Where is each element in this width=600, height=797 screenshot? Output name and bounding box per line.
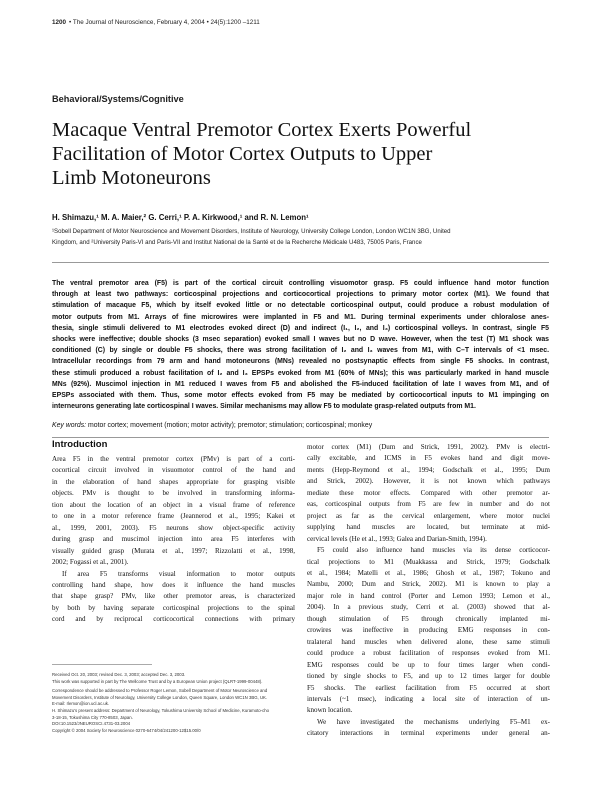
body-line: tralateral hand muscles when delivered alone, these same stimuli [307, 637, 550, 646]
body-line: 2002; Fogassi et al., 2001). [52, 558, 129, 567]
body-line: tion about the location of an object in a visual frame of reference [52, 500, 295, 509]
body-line: could produce a robust facilitation of responses evoked from M1. [307, 649, 550, 658]
running-head [52, 19, 260, 26]
body-line: cocortical circuit involved in visuomotor control of the hand and [52, 466, 295, 475]
affiliation-line: Kingdom, and ²University Paris-VI and Paris-VII and Institut National de la Santé et de la Recherche Médicale U483, 75005 Paris, France [52, 239, 422, 246]
footnote-line: Movement Disorders, Institute of Neurology, University College London, Queen Square, London WC1N 3BG, UK. [52, 694, 268, 700]
body-line: motor cortex (M1) (Dum and Strick, 1991, 2002). PMv is electri- [307, 443, 550, 451]
abstract-line: through at least two pathways: corticospinal projections and corticocortical projections to primary motor cortex (M1). We found that [52, 291, 549, 299]
author-list: H. Shimazu,¹ M. A. Maier,² G. Cerri,¹ P. A. Kirkwood,¹ and R. N. Lemon¹ [52, 213, 309, 222]
footnote-divider [52, 664, 152, 665]
abstract-line: EPSPs associated with them. Thus, some motor effects evoked from F5 may be mediated by corticocortical inputs to M1 impinging on [52, 391, 549, 399]
affiliations [52, 226, 552, 248]
body-line: mediate these motor effects. Compared with other premotor ar- [307, 488, 550, 497]
abstract-line: stimulation of macaque F5, which by itself evoked little or no detectable corticospinal output, could produce a robust modulation of [52, 302, 549, 310]
body-line: cord and by reciprocal corticocortical connections with primary [52, 615, 295, 624]
keywords [52, 422, 372, 429]
body-line: and Strick, 2002). However, it is not known which pathways [307, 477, 550, 486]
affiliation-line: ¹Sobell Department of Motor Neuroscience and Movement Disorders, Institute of Neurology, University College London, London WC1N 3BG, United [52, 228, 451, 235]
body-line: tioned by single shocks to F5, and up to 12 times larger for double [307, 672, 550, 681]
footnotes [52, 672, 295, 735]
footnote-line[interactable]: E-mail: rlemon@ion.ucl.ac.uk. [52, 701, 110, 707]
footnote-line: DOI:10.1523/JNEUROSCI.4731-03.2004 [52, 721, 131, 727]
abstract-line: The ventral premotor area (F5) is part of the cortical circuit controlling visuomotor grasp. F5 could influence hand motor function [52, 280, 549, 287]
section-heading: Introduction [52, 439, 108, 450]
page-number: 1200 [52, 19, 67, 26]
body-line: eas, corticospinal outputs from F5 are few in number and do not [307, 500, 550, 509]
body-line: visually guided grasp (Murata et al., 1997; Rizzolatti et al., 1998, [52, 546, 295, 555]
body-line: Area F5 in the ventral premotor cortex (PMv) is part of a corti- [52, 455, 295, 463]
body-line: that shape grasp? PMv, like other premotor areas, is characterized [52, 592, 295, 601]
body-line: 2004). In a previous study, Cerri et al. (2003) showed that al- [307, 603, 550, 612]
body-line: cervical levels (He et al., 1993; Galea and Darian-Smith, 1994). [307, 534, 487, 543]
body-line: objects. PMv is thought to be involved in transforming informa- [52, 489, 295, 498]
body-line: Nambu, 2000; Dum and Strick, 2002). M1 is known to play a [307, 580, 550, 589]
footnote-line: H. Shimazu's present address: Department of Neurology, Tokushima University School of Medicine, Kuramoto-cho [52, 708, 270, 714]
abstract-line: interneurons generating late corticospinal I waves. Similar mechanisms may allow F5 to modulate grasp-related outputs from M1. [52, 403, 476, 411]
abstract-line: motor outputs from M1. Arrays of fine microwires were implanted in F5 and M1. During terminal experiments under chloralose anes- [52, 313, 549, 321]
body-line: cally excitable, and ICMS in F5 evokes hand and digit move- [307, 454, 550, 463]
footnote-line: 3-18-15, Tokushima City 770-8503, Japan. [52, 714, 133, 720]
body-line: If area F5 transforms visual information to motor outputs [62, 569, 295, 578]
body-line: by both by having separate corticospinal projections to the spinal [52, 603, 295, 612]
divider [52, 262, 549, 263]
body-line: during grasp and muscimol injection into area F5 interferes with [52, 535, 295, 544]
right-column [307, 442, 550, 740]
abstract-line: conditioned (C) by single or double F5 shocks, there was strong facilitation of I₂ and I₃ waves from M1, with C–T intervals of <1 msec. [52, 347, 549, 355]
abstract-line: MNs (92%). Muscimol injection in M1 reduced I waves from F5 and abolished the F5-induced facilitation of late I waves from M1, and of [52, 380, 549, 388]
body-line: al., 1999, 2001, 2003). F5 neurons show object-specific activity [52, 523, 295, 532]
body-line: et al., 1984; Matelli et al., 1986; Ghosh et al., 1987; Tokuno and [307, 568, 550, 577]
abstract [52, 278, 549, 412]
abstract-line: these stimuli produced a robust facilitation of I₂ and I₃ EPSPs evoked from M1 (60% of MNs); this was particularly marked in hand muscle [52, 369, 549, 377]
body-line: known location. [307, 706, 353, 715]
title-line: Limb Motoneurons [52, 167, 211, 189]
body-line: major role in hand control (Porter and Lemon 1993; Lemon et al., [307, 591, 550, 600]
footnote-line: Copyright © 2004 Society for Neuroscience 0270-6474/04/241200-12$15.00/0 [52, 728, 201, 734]
body-line: citatory interactions in terminal experiments under general an- [307, 729, 550, 738]
body-line: We have investigated the mechanisms underlying F5–M1 ex- [317, 717, 550, 726]
keywords-label: Key words: [52, 422, 87, 429]
body-line: in the elaboration of hand shapes appropriate for grasping visible [52, 477, 295, 486]
body-line: intervals (~1 msec), indicating a local site of interaction of un- [307, 694, 550, 703]
body-line: crowires was ineffective in producing EMG responses in con- [307, 626, 550, 635]
left-column [52, 438, 295, 626]
body-line: controlling hand shape, how does it influence the hand muscles [52, 580, 295, 589]
section-label: Behavioral/Systems/Cognitive [52, 94, 184, 104]
body-line: supplying hand muscles are located, but terminate at mid- [307, 523, 550, 532]
body-line: EMG responses could be up to four times larger when condi- [307, 660, 550, 669]
body-line: to one in a motor reference frame (Jeannerod et al., 1995; Kakei et [52, 512, 295, 521]
title-line: Macaque Ventral Premotor Cortex Exerts Powerful [52, 119, 472, 141]
abstract-line: shocks were ineffective; double shocks (3 msec separation) evoked small I waves but no D wave. However, when the test (T) M1 shock was [52, 335, 549, 343]
body-line: tical projections to M1 (Muakkassa and Strick, 1979; Godschalk [307, 557, 550, 566]
body-line: though stimulation of F5 through chronically implanted mi- [307, 614, 550, 623]
body-line: project as far as the cervical enlargement, where motor nuclei [307, 511, 550, 520]
footnote-line: This work was supported in part by The Wellcome Trust and by a European Union project (QLRT-1999-00448). [52, 678, 263, 684]
footnote-line: Received Oct. 20, 2003; revised Dec. 3, 2003; accepted Dec. 3, 2003. [52, 672, 186, 677]
body-line: F5 could also influence hand muscles via its dense corticocor- [317, 546, 550, 555]
body-line: F5 shocks. The earliest facilitation from F5 occurred at short [307, 683, 550, 692]
title-line: Facilitation of Motor Cortex Outputs to Upper [52, 143, 433, 165]
footnote-line: Correspondence should be addressed to Professor Roger Lemon, Sobell Department of Motor Neuroscience and [52, 687, 268, 693]
article-title [52, 118, 552, 190]
abstract-line: thesia, single stimuli delivered to M1 electrodes evoked direct (D) and indirect (I₁, I₂, and I₃) corticospinal volleys. In contrast, single F5 [52, 324, 549, 332]
journal-citation: • The Journal of Neuroscience, February 4, 2004 • 24(5):1200 –1211 [69, 19, 260, 26]
abstract-line: Intracellular recordings from 79 arm and hand motoneurons (MNs) revealed no postsynaptic effects from single F5 shocks. In contrast, [52, 358, 549, 366]
body-line: ments (Hepp-Reymond et al., 1994; Godschalk et al., 1995; Dum [307, 465, 550, 474]
keywords-text: motor cortex; movement (motion; motor activity); premotor; stimulation; corticospinal; monkey [88, 422, 373, 429]
